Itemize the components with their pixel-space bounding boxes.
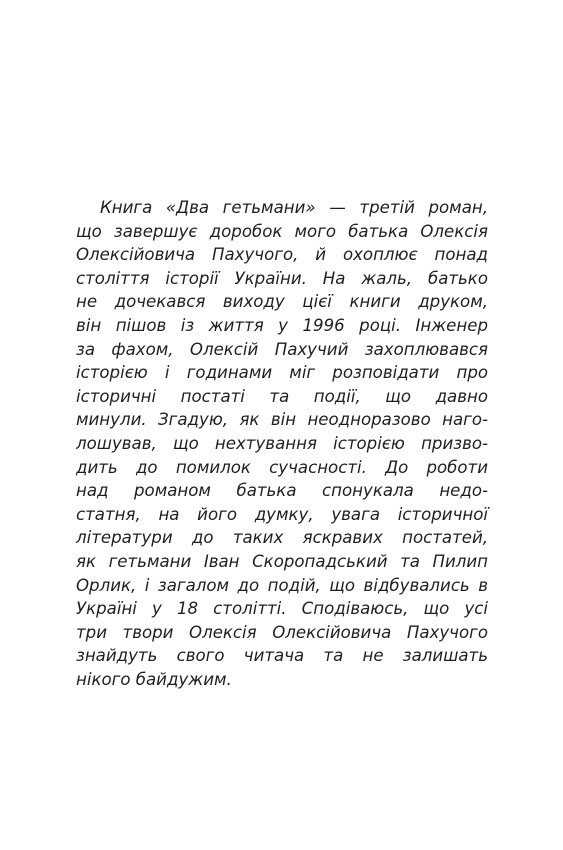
paragraph-line-2: що завершує доробок мого батька Олексія <box>76 221 488 241</box>
paragraph-line-14: статня, на його думку, увага історичної <box>76 504 488 524</box>
paragraph-line-20: знайдуть свого читача та не залишать <box>76 646 488 666</box>
paragraph-line-10: минули. Згадую, як він неодноразово наго- <box>76 410 488 430</box>
paragraph-line-16: як гетьмани Іван Скоропадський та Пилип <box>76 551 488 571</box>
paragraph-line-7: за фахом, Олексій Пахучий захоплювався <box>76 339 488 359</box>
paragraph-line-8: історією і годинами міг розповідати про <box>76 363 488 383</box>
paragraph-line-15: літератури до таких яскравих постатей, <box>76 528 488 548</box>
paragraph-line-12: дить до помилок сучасності. До роботи <box>76 457 488 477</box>
paragraph-line-18: Україні у 18 столітті. Сподіваюсь, що усі <box>76 599 488 619</box>
paragraph-line-11: лошував, що нехтування історією призво- <box>76 433 488 453</box>
paragraph-line-5: не дочекався виходу цієї книги друком, <box>76 292 488 312</box>
paragraph-line-21: нікого байдужим. <box>76 669 232 689</box>
foreword-paragraph <box>76 196 488 691</box>
paragraph-line-9: історичні постаті та події, що давно <box>76 386 488 406</box>
paragraph-line-13: над романом батька спонукала недо- <box>76 481 488 501</box>
paragraph-line-4: століття історії України. На жаль, батько <box>76 268 488 288</box>
paragraph-line-1: Книга «Два гетьмани» — третій роман, <box>100 198 488 217</box>
paragraph-line-3: Олексійовича Пахучого, й охоплює понад <box>76 245 488 265</box>
paragraph-line-17: Орлик, і загалом до подій, що відбувались в <box>76 575 488 595</box>
paragraph-line-6: він пішов із життя у 1996 році. Інженер <box>76 315 488 335</box>
paragraph-line-19: три твори Олексія Олексійовича Пахучого <box>76 622 488 642</box>
